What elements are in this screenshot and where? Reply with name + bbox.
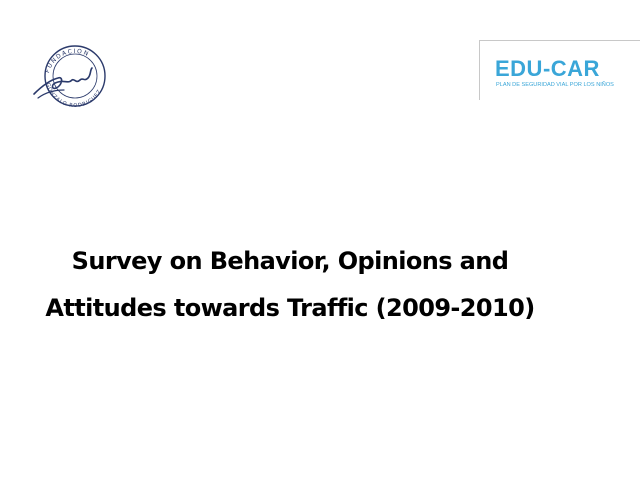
title-line-1: Survey on Behavior, Opinions and [71, 247, 509, 275]
svg-text:PLAN DE SEGURIDAD VIAL POR LOS: PLAN DE SEGURIDAD VIAL POR LOS NIÑOS [496, 82, 614, 88]
fundacion-logo [28, 40, 112, 108]
title-line-2: Attitudes towards Traffic (2009-2010) [45, 294, 535, 322]
svg-text:EDU-CAR: EDU-CAR [495, 56, 600, 81]
edu-car-brand-icon [479, 40, 640, 100]
document-title [0, 238, 580, 332]
fundacion-seal-icon [28, 40, 112, 108]
svg-text:GONZALO RODRIGUEZ: GONZALO RODRIGUEZ [44, 82, 104, 108]
svg-text:FUNDACION: FUNDACION [44, 47, 91, 74]
edu-car-logo [479, 40, 640, 100]
